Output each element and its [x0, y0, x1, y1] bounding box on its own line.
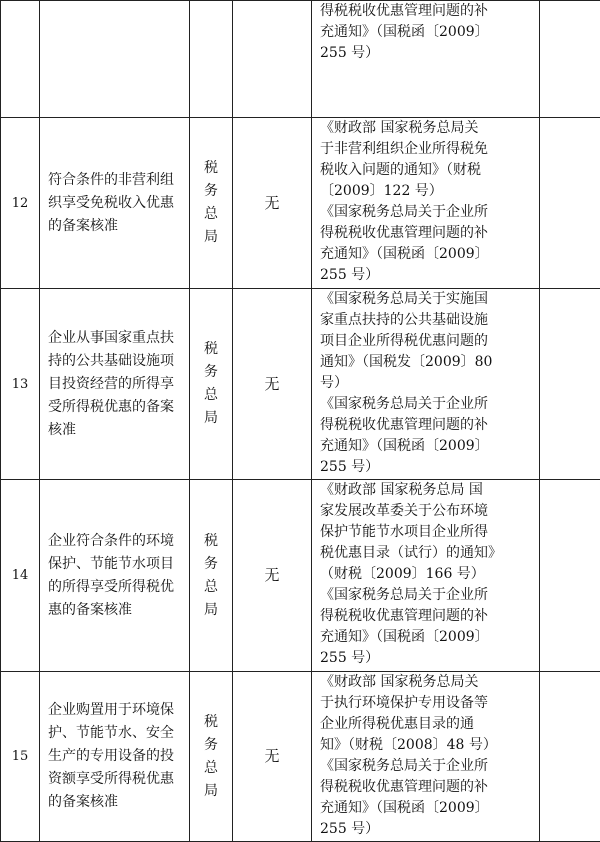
legal-basis-cell: [312, 672, 540, 842]
note-cell: [540, 289, 600, 480]
department-text: 税 务 总 局: [190, 338, 232, 430]
department-cell: [190, 480, 233, 672]
department-cell: [190, 118, 233, 289]
row-number-cell: 13: [1, 289, 40, 480]
legal-basis-text: 得税税收优惠管理问题的补 充通知》（国税函〔2009〕 255 号）: [320, 1, 535, 64]
row-number-cell: [1, 1, 40, 118]
department-cell: [190, 672, 233, 842]
item-name-cell: 企业购置用于环境保护、节能节水、安全生产的专用设备的投资额享受所得税优惠的备案核准: [40, 672, 190, 842]
fee-cell: 无: [233, 672, 312, 842]
note-cell: [540, 118, 600, 289]
legal-basis-text: 《国家税务总局关于实施国 家重点扶持的公共基础设施 项目企业所得税优惠问题的 通知》（国税发〔2009〕80 号） 《国家税务总局关于企业所 得税税收优惠管理问题的补 充通知》（国税函〔2009〕 255 号）: [320, 289, 535, 478]
fee-cell: 无: [233, 118, 312, 289]
legal-basis-cell: [312, 1, 540, 118]
table-row: [1, 480, 600, 672]
item-name-cell: 符合条件的非营利组织享受免税收入优惠的备案核准: [40, 118, 190, 289]
table-row: [1, 118, 600, 289]
note-cell: [540, 480, 600, 672]
department-cell: [190, 1, 233, 118]
item-name-cell: 企业从事国家重点扶持的公共基础设施项目投资经营的所得享受所得税优惠的备案核准: [40, 289, 190, 480]
fee-cell: 无: [233, 289, 312, 480]
legal-basis-cell: [312, 118, 540, 289]
row-number-cell: 12: [1, 118, 40, 289]
fee-cell: 无: [233, 480, 312, 672]
department-cell: [190, 289, 233, 480]
legal-basis-cell: [312, 480, 540, 672]
department-text: 税 务 总 局: [190, 157, 232, 249]
table-row: [1, 289, 600, 480]
department-text: 税 务 总 局: [190, 530, 232, 622]
fee-cell: [233, 1, 312, 118]
item-name-cell: 企业符合条件的环境保护、节能节水项目的所得享受所得税优惠的备案核准: [40, 480, 190, 672]
row-number-cell: 14: [1, 480, 40, 672]
legal-basis-text: 《财政部 国家税务总局关 于执行环境保护专用设备等 企业所得税优惠目录的通 知》（财税〔2008〕48 号） 《国家税务总局关于企业所 得税税收优惠管理问题的补 充通知》（国税函〔2009〕 255 号）: [320, 672, 535, 840]
item-name-cell: [40, 1, 190, 118]
legal-basis-text: 《财政部 国家税务总局 国 家发展改革委关于公布环境 保护节能节水项目企业所得 税优惠目录（试行）的通知》 （财税〔2009〕166 号） 《国家税务总局关于企业所 得税税收优惠管理问题的补 充通知》（国税函〔2009〕 255 号）: [320, 480, 535, 669]
table-row: [1, 672, 600, 842]
note-cell: [540, 672, 600, 842]
row-number-cell: 15: [1, 672, 40, 842]
legal-basis-text: 《财政部 国家税务总局关 于非营利组织企业所得税免 税收入问题的通知》（财税 〔2009〕122 号） 《国家税务总局关于企业所 得税税收优惠管理问题的补 充通知》（国税函〔2009〕 255 号）: [320, 118, 535, 286]
table-row: [1, 1, 600, 118]
note-cell: [540, 1, 600, 118]
department-text: 税 务 总 局: [190, 711, 232, 803]
legal-basis-cell: [312, 289, 540, 480]
